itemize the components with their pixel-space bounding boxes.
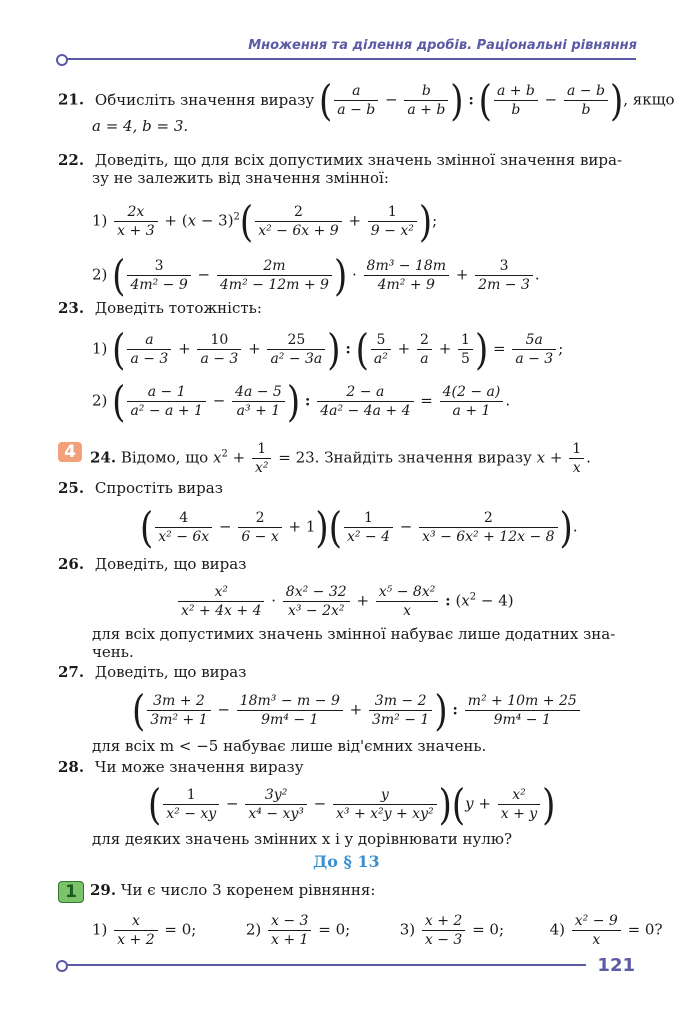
problem-21-condition: a = 4, b = 3. (92, 117, 189, 135)
problem-number: 27. (58, 663, 85, 681)
problem-text: Відомо, що (120, 448, 209, 467)
problem-28 (58, 757, 304, 777)
problem-text: Спростіть вираз (94, 479, 223, 497)
footer-rule-dot (56, 960, 68, 972)
problem-28-after: для деяких значень змінних x і y дорівнювати нулю? (92, 830, 512, 848)
problem-26-after2: чень. (92, 643, 134, 661)
header-rule (66, 58, 636, 60)
problem-23-item2: 2) ( $\frac{a - 1}{\text{a² − a + 1}}$ − $\frac{4a - 5}{\text{a³ + 1}}$ ) : $\frac{2 - a}{\text{4a² − 4a + 4}}$ = $\frac{4(2 - a)}{a + 1}$ . (92, 376, 511, 427)
header-rule-dot (56, 54, 68, 66)
problem-28-expr: ( $\frac{1}{\text{x² − xy}}$ − $\frac{\text{3y²}}{\text{x⁴ − xy³}}$ − $\frac{y}{\text{x³ + x²y + xy²}}$ )(y + $\frac{\text{x²}}{x + y}$ ) (148, 779, 556, 830)
problem-text-tail: , якщо (623, 90, 675, 109)
problem-26-expr: $\frac{\text{x²}}{\text{x² + 4x + 4}}$ · $\frac{\text{8x² − 32}}{\text{x³ − 2x²}}$ + $\frac{\text{x⁵ − 8x²}}{x}$ : $(x^2 - 4)$ (176, 583, 514, 620)
problem-22-item2: 2) ( $\frac{3}{\text{4m² − 9}}$ − $\frac{2m}{\text{4m² − 12m + 9}}$ ) · $\frac{\text{8m³ − 18m}}{\text{4m² + 9}}$ + $\frac{3}{2m - 3}$ . (92, 250, 540, 301)
problem-26-after1: для всіх допустимих значень змінної набуває лише додатних зна- (92, 625, 616, 643)
problem-27-after: для всіх m < −5 набуває лише від'ємних значень. (92, 737, 487, 755)
level-badge-4: 4 (58, 442, 82, 462)
problem-22-item1: 1) $\frac{2x}{x + 3}$ + $(x - 3)^2$( $\frac{2}{\text{x² − 6x + 9}}$ + $\frac{1}{\text{9 − x²}}$ ); (92, 196, 438, 247)
problem-23 (58, 298, 262, 318)
problem-26 (58, 554, 246, 574)
problem-27-expr: ( $\frac{3m + 2}{\text{3m² + 1}}$ − $\frac{\text{18m³ − m − 9}}{\text{9m⁴ − 1}}$ + $\frac{3m - 2}{\text{3m² − 1}}$ ) : $\frac{\text{m² + 10m + 25}}{\text{9m⁴ − 1}}$ (132, 692, 582, 729)
problem-text: Обчисліть значення виразу (94, 90, 315, 109)
problem-number: 28. (58, 758, 85, 776)
problem-29 (90, 880, 375, 900)
problem-25-expr: ( $\frac{4}{\text{x² − 6x}}$ − $\frac{2}{6 - x}$ + 1)( $\frac{1}{\text{x² − 4}}$ − $\frac{2}{\text{x³ − 6x² + 12x − 8}}$ ). (140, 502, 578, 553)
paren: ( (319, 75, 333, 126)
problem-number: 23. (58, 299, 85, 317)
problem-number: 21. (58, 90, 85, 109)
level-badge-1: 1 (58, 881, 84, 903)
problem-22-text2: зу не залежить від значення змінної: (92, 169, 389, 187)
problem-text: Чи може значення виразу (94, 758, 304, 776)
problem-24: 24. Відомо, що $x^2$ + $\frac{1}{\text{x²}}$ = 23. Знайдіть значення виразу x + $\frac{1}{x}$ . (90, 441, 591, 476)
problem-text-mid: = 23. Знайдіть значення виразу (278, 448, 532, 467)
problem-number: 24. (90, 448, 117, 467)
problem-29-items: 1) $\frac{x}{x + 2}$ = 0; 2) $\frac{x - 3}{x + 1}$ = 0; 3) $\frac{x + 2}{x - 3}$ = 0; 4) $\frac{\text{x² − 9}}{x}$ = 0? (92, 913, 663, 948)
problem-25 (58, 478, 223, 498)
page-header-title: Множення та ділення дробів. Раціональні рівняння (248, 38, 637, 53)
page-number: 121 (597, 955, 635, 976)
section-heading: До § 13 (313, 852, 380, 871)
problem-text: Доведіть тотожність: (94, 299, 262, 317)
problem-27 (58, 662, 246, 682)
problem-21: 21. Обчисліть значення виразу ( $\frac{a}{a - b}$ − $\frac{b}{a + b}$ ) : ( $\frac{a + b}{b}$ − $\frac{a - b}{b}$ ), якщо (58, 75, 675, 126)
problem-text: Чи є число 3 коренем рівняння: (120, 881, 376, 899)
footer-rule (66, 964, 586, 966)
problem-text: Доведіть, що для всіх допустимих значень змінної значення вира- (94, 151, 623, 169)
problem-number: 29. (90, 881, 117, 899)
problem-22 (58, 150, 622, 170)
problem-text: Доведіть, що вираз (94, 555, 247, 573)
problem-number: 25. (58, 479, 85, 497)
problem-number: 26. (58, 555, 85, 573)
problem-number: 22. (58, 151, 85, 169)
problem-23-item1: 1) ( $\frac{a}{a - 3}$ + $\frac{10}{a - 3}$ + $\frac{25}{\text{a² − 3a}}$ ) : ( $\frac{5}{\text{a²}}$ + $\frac{2}{a}$ + $\frac{1}{5}$ ) = $\frac{5a}{a - 3}$ ; (92, 324, 564, 375)
problem-text: Доведіть, що вираз (94, 663, 247, 681)
